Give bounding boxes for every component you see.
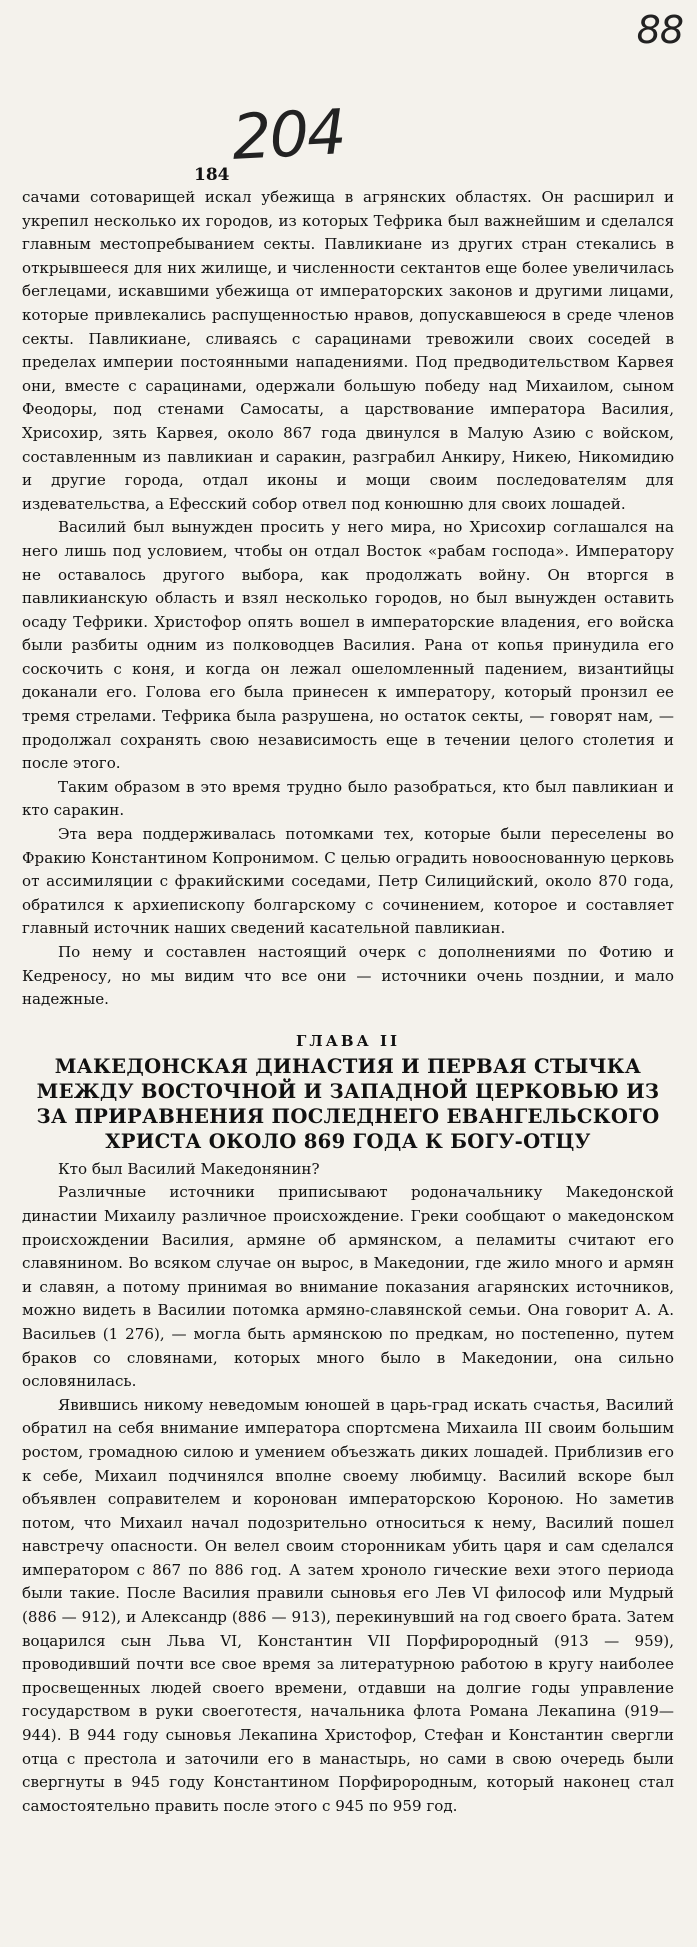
paragraph: По нему и составлен настоящий очерк с дополнениями по Фотию и Кедреносу, но мы видим что все они — источники очень позднии, и мало надежные. [22,943,674,1009]
chapter-label: ГЛАВА II [296,1031,400,1050]
page-number: 184 [194,165,230,185]
chapter-title: МАКЕДОНСКАЯ ДИНАСТИЯ И ПЕРВАЯ СТЫЧКА МЕЖДУ ВОСТОЧНОЙ И ЗАПАДНОЙ ЦЕРКОВЬЮ ИЗ ЗА ПРИРАВНЕНИЯ ПОСЛЕДНЕГО ЕВАНГЕЛЬСКОГО ХРИСТА ОКОЛО 869 ГОДА К БОГУ-ОТЦУ [36,1054,660,1153]
paragraph: Таким образом в это время трудно было разобраться, кто был павликиан и кто саракин. [22,777,674,820]
main-text [22,186,674,1818]
paragraph: Василий был вынужден просить у него мира, но Хрисохир соглашался на него лишь под условием, чтобы он отдал Восток «рабам господа». Императору не оставалось другого выбора, как продолжать войну. Он вторгся в павликианскую область и взял несколько городов, но был вынужден оставить осаду Тефрики. Христофор опять вошел в императорские владения, его войска были разбиты одним из полководцев Василия. Рана от копья принудила его соскочить с коня, и когда он лежал ошеломленный падением, византийцы доканали его. Голова его была принесен к императору, который пронзил ее тремя стрелами. Тефрика была разрушена, но остаток секты, — говорят нам, — продолжал сохранять свою независимость еще в течении целого столетия и после этого. [22,518,674,773]
paragraph: Различные источники приписывают родоначальнику Македонской династии Михаилу различное происхождение. Греки сообщают о македонском происхождении Василия, армяне об армянском, а пеламиты считают его славянином. Во всяком случае он вырос, в Македонии, где жило много и армян и славян, а потому принимая во внимание показания агарянских источников, можно видеть в Василии потомка армяно-славянской семьи. Она говорит А. А. Васильев (1 276), — могла быть армянскою по предкам, но постепенно, путем браков со словянами, которых много было в Македонии, она сильно ословянилась. [22,1183,674,1391]
paragraph: Явившись никому неведомым юношей в царь-град искать счастья, Василий обратил на себя внимание императора спортсмена Михаила III своим большим ростом, громадною силою и умением объезжать диких лошадей. Приблизив его к себе, Михаил подчинялся вполне своему любимцу. Василий вскоре был объявлен соправителем и коронован императорскою Короною. Но заметив потом, что Михаил начал подозрительно относиться к нему, Василий пошел навстречу опасности. Он велел своим сторонникам убить царя и сам сделался императором с 867 по 886 год. А затем хроноло гические вехи этого периода были такие. После Василия правили сыновья его Лев VI философ или Мудрый (886 — 912), и Александр (886 — 913), перекинувший на год своего брата. Затем воцарился сын Льва VI, Константин VII Порфирородный (913 — 959), проводивший почти все свое время за литературною работою в кругу наиболее просвещенных людей своего времени, отдавши на долгие годы управление государством в руки своеготестя, начальника флота Романа Лекапина (919—944). В 944 году сыновья Лекапина Христофор, Стефан и Константин свергли отца с престола и заточили его в манастырь, но сами в свою очередь были свергнуты в 945 году Константином Порфирородным, который наконец стал самостоятельно править после этого с 945 по 959 год. [22,1395,674,1815]
handwritten-archive-number: 204 [230,95,347,174]
section-question: Кто был Василий Македонянин? [58,1159,320,1178]
handwritten-folio-number: 88 [636,8,683,52]
paragraph: сачами сотоварищей искал убежища в агрянских областях. Он расширил и укрепил несколько их городов, из которых Тефрика был важнейшим и сделался главным местопребыванием секты. Павликиане из других стран стекались в открывшееся для них жилище, и численности сектантов еще более увеличилась беглецами, искавшими убежища от императорских законов и другими лицами, которые привлекались распущенностью нравов, допускавшеюся в среде членов секты. Павликиане, сливаясь с сарацинами тревожили своих соседей в пределах империи постоянными нападениями. Под предводительством Карвея они, вместе с сарацинами, одержали большую победу над Михаилом, сыном Феодоры, под стенами Самосаты, а царствование императора Василия, Хрисохир, зять Карвея, около 867 года двинулся в Малую Азию с войском, составленным из павликиан и саракин, разграбил Анкиру, Никею, Никомидию и другие города, отдал иконы и мощи своим последователям для издевательства, а Ефесский собор отвел под конюшню для своих лошадей. [22,188,674,513]
paragraph: Эта вера поддерживалась потомками тех, которые были переселены во Фракию Константином Копронимом. С целью оградить новооснованную церковь от ассимиляции с фракийскими соседами, Петр Силицийский, около 870 года, обратился к архиепископу болгарскому с сочинением, которое и составляет главный источник наших сведений касательной павликиан. [22,825,674,938]
